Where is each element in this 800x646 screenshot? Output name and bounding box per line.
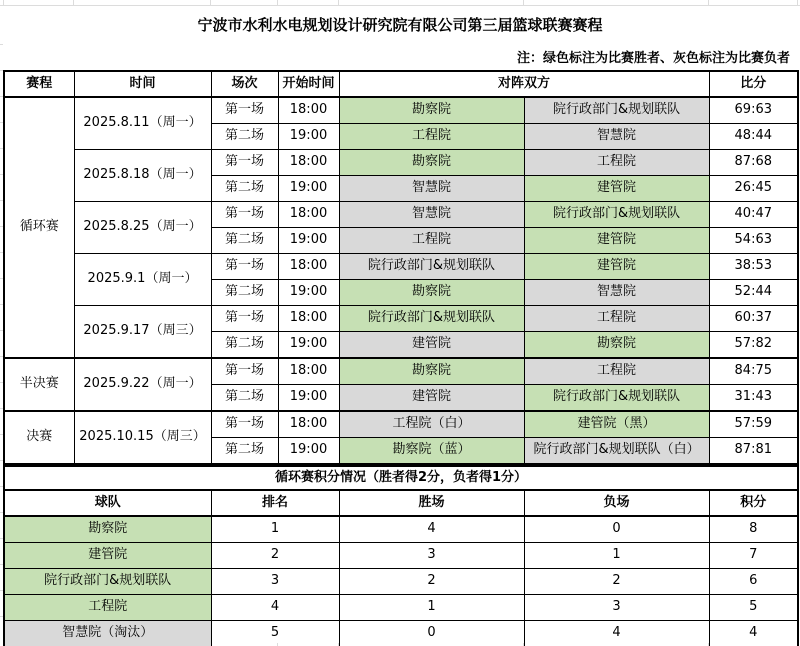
score-cell: 87:81 [709,438,798,465]
schedule-row [4,202,798,228]
stage-cell: 循环赛 [4,97,74,358]
stage-cell: 半决赛 [4,358,74,411]
match-number-cell: 第二场 [211,280,278,306]
standings-rank-cell: 1 [211,516,339,543]
team-cell-home: 勘察院 [339,280,524,306]
start-time-cell: 19:00 [278,280,339,306]
team-cell-home: 勘察院（蓝） [339,438,524,465]
standings-team-cell: 工程院 [4,595,211,621]
start-time-cell: 18:00 [278,358,339,385]
date-cell: 2025.8.18（周一） [74,150,211,202]
score-cell: 69:63 [709,97,798,124]
standings-rank-cell: 3 [211,569,339,595]
margin-gridline [797,0,798,5]
schedule-row [4,358,798,385]
team-cell-away: 工程院 [524,358,709,385]
start-time-cell: 19:00 [278,332,339,359]
header-matchup: 对阵双方 [339,71,709,97]
team-cell-home: 智慧院 [339,202,524,228]
standings-wins-cell: 0 [339,621,524,646]
standings-losses-cell: 1 [524,543,709,569]
start-time-cell: 18:00 [278,306,339,332]
header-date: 时间 [74,71,211,97]
start-time-cell: 18:00 [278,411,339,438]
score-cell: 84:75 [709,358,798,385]
standings-losses-cell: 0 [524,516,709,543]
standings-header-points: 积分 [709,490,798,516]
schedule-row [4,306,798,332]
match-number-cell: 第一场 [211,411,278,438]
match-number-cell: 第二场 [211,438,278,465]
standings-rank-cell: 2 [211,543,339,569]
team-cell-away: 建管院（黑） [524,411,709,438]
match-number-cell: 第一场 [211,306,278,332]
team-cell-away: 勘察院 [524,332,709,359]
standings-wins-cell: 1 [339,595,524,621]
standings-wins-cell: 2 [339,569,524,595]
page-title: 宁波市水利水电规划设计研究院有限公司第三届篮球联赛赛程 [197,15,603,34]
match-number-cell: 第一场 [211,358,278,385]
start-time-cell: 18:00 [278,97,339,124]
standings-rank-cell: 5 [211,621,339,646]
match-number-cell: 第二场 [211,176,278,202]
team-cell-away: 院行政部门&规划联队 [524,202,709,228]
team-cell-away: 建管院 [524,176,709,202]
header-match: 场次 [211,71,278,97]
start-time-cell: 19:00 [278,385,339,412]
team-cell-away: 工程院 [524,150,709,176]
team-cell-home: 工程院 [339,124,524,150]
standings-row [4,516,798,543]
team-cell-home: 工程院（白） [339,411,524,438]
start-time-cell: 19:00 [278,228,339,254]
start-time-cell: 18:00 [278,150,339,176]
date-cell: 2025.9.17（周三） [74,306,211,359]
schedule-row [4,254,798,280]
standings-table [3,465,799,646]
score-cell: 31:43 [709,385,798,412]
sheet [3,5,797,646]
team-cell-home: 智慧院 [339,176,524,202]
header-start-time: 开始时间 [278,71,339,97]
standings-header-losses: 负场 [524,490,709,516]
start-time-cell: 19:00 [278,176,339,202]
score-cell: 57:82 [709,332,798,359]
team-cell-home: 勘察院 [339,97,524,124]
standings-losses-cell: 2 [524,569,709,595]
standings-wins-cell: 4 [339,516,524,543]
date-cell: 2025.9.1（周一） [74,254,211,306]
match-number-cell: 第二场 [211,228,278,254]
start-time-cell: 18:00 [278,202,339,228]
date-cell: 2025.8.11（周一） [74,97,211,150]
score-cell: 26:45 [709,176,798,202]
team-cell-home: 工程院 [339,228,524,254]
match-number-cell: 第二场 [211,124,278,150]
score-cell: 38:53 [709,254,798,280]
match-number-cell: 第一场 [211,202,278,228]
standings-row [4,621,798,646]
standings-points-cell: 4 [709,621,798,646]
start-time-cell: 18:00 [278,254,339,280]
standings-header-team: 球队 [4,490,211,516]
score-cell: 57:59 [709,411,798,438]
standings-row [4,543,798,569]
match-number-cell: 第二场 [211,385,278,412]
team-cell-home: 院行政部门&规划联队 [339,306,524,332]
standings-team-cell: 院行政部门&规划联队 [4,569,211,595]
date-cell: 2025.10.15（周三） [74,411,211,464]
team-cell-away: 智慧院 [524,124,709,150]
date-cell: 2025.9.22（周一） [74,358,211,411]
match-number-cell: 第二场 [211,332,278,359]
score-cell: 87:68 [709,150,798,176]
standings-row [4,569,798,595]
team-cell-home: 建管院 [339,332,524,359]
schedule-row [4,97,798,124]
legend-note: 注：绿色标注为比赛胜者、灰色标注为比赛负者 [516,51,790,66]
standings-header-row [4,490,798,516]
team-cell-home: 勘察院 [339,150,524,176]
standings-points-cell: 5 [709,595,798,621]
standings-team-cell: 建管院 [4,543,211,569]
team-cell-away: 工程院 [524,306,709,332]
score-cell: 60:37 [709,306,798,332]
header-stage: 赛程 [4,71,74,97]
team-cell-away: 院行政部门&规划联队 [524,385,709,412]
team-cell-away: 院行政部门&规划联队 [524,97,709,124]
stage-cell: 决赛 [4,411,74,464]
match-number-cell: 第一场 [211,97,278,124]
schedule-table [3,70,799,465]
standings-losses-cell: 3 [524,595,709,621]
standings-team-cell: 智慧院（淘汰） [4,621,211,646]
start-time-cell: 19:00 [278,124,339,150]
team-cell-home: 建管院 [339,385,524,412]
team-cell-away: 建管院 [524,254,709,280]
standings-title-row [4,466,798,490]
team-cell-away: 智慧院 [524,280,709,306]
match-number-cell: 第一场 [211,254,278,280]
standings-points-cell: 8 [709,516,798,543]
standings-points-cell: 6 [709,569,798,595]
schedule-row [4,150,798,176]
score-cell: 52:44 [709,280,798,306]
standings-title: 循环赛积分情况（胜者得2分，负者得1分） [4,466,798,490]
score-cell: 54:63 [709,228,798,254]
schedule-header-row [4,71,798,97]
standings-wins-cell: 3 [339,543,524,569]
score-cell: 48:44 [709,124,798,150]
team-cell-home: 勘察院 [339,358,524,385]
standings-losses-cell: 4 [524,621,709,646]
standings-row [4,595,798,621]
standings-points-cell: 7 [709,543,798,569]
date-cell: 2025.8.25（周一） [74,202,211,254]
team-cell-away: 院行政部门&规划联队（白） [524,438,709,465]
match-number-cell: 第一场 [211,150,278,176]
schedule-row [4,411,798,438]
team-cell-home: 院行政部门&规划联队 [339,254,524,280]
standings-header-rank: 排名 [211,490,339,516]
standings-rank-cell: 4 [211,595,339,621]
team-cell-away: 建管院 [524,228,709,254]
header-score: 比分 [709,71,798,97]
standings-team-cell: 勘察院 [4,516,211,543]
standings-header-wins: 胜场 [339,490,524,516]
start-time-cell: 19:00 [278,438,339,465]
score-cell: 40:47 [709,202,798,228]
